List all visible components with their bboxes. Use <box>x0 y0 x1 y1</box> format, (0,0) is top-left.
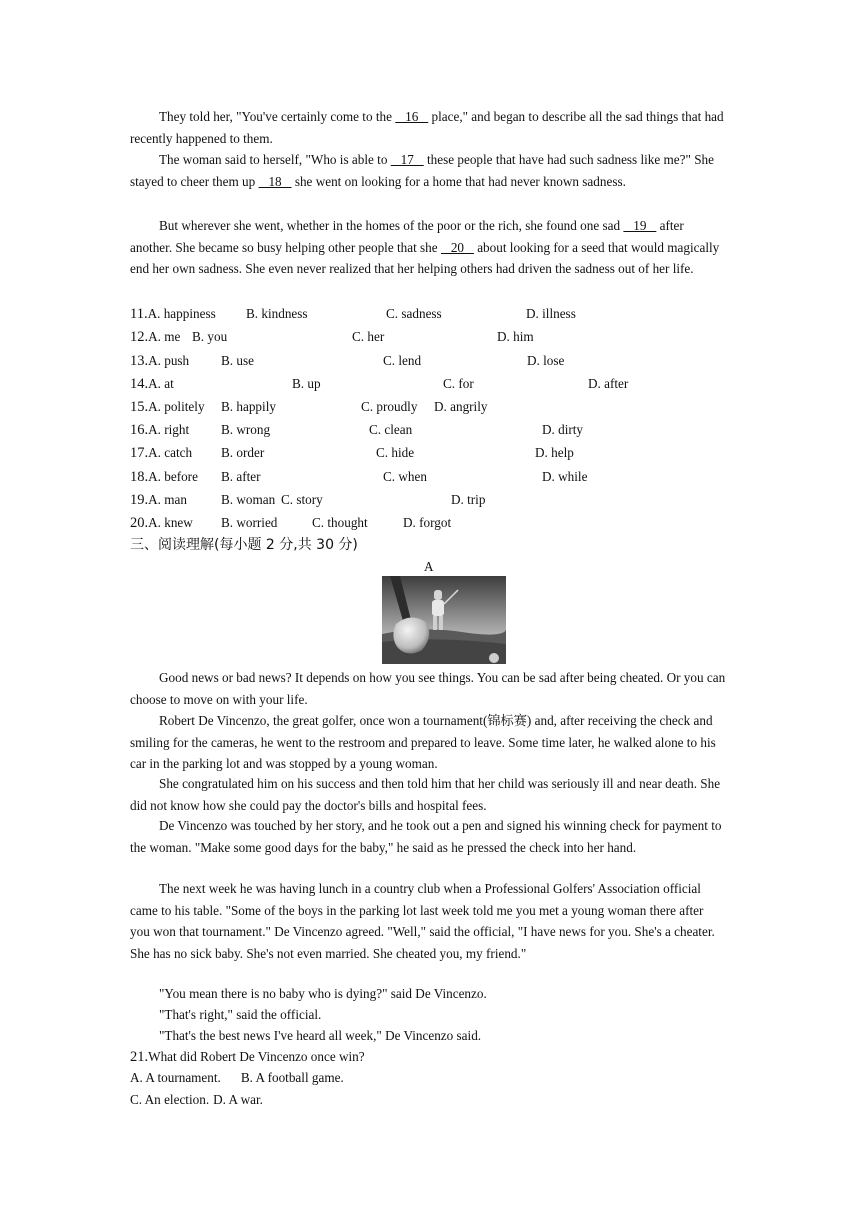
passage-paragraph-6 <box>130 983 726 1005</box>
question-12 <box>130 327 534 347</box>
option-b: B. A football game. <box>240 1070 344 1085</box>
passage-text: The next week he was having lunch in a country club when a Professional Golfers' Association official came to his table. "Some of the boys in the parking lot last week told me you met a young woman there after you won that tournament." De Vincenzo agreed. "Well," said the official, "I have news for you. She's a cheater. She has no sick baby. She's not even married. She cheated you, my friend." <box>130 881 715 961</box>
option-a: A. man <box>148 492 187 507</box>
option-b: B. use <box>221 353 254 368</box>
cloze-text: But wherever she went, whether in the homes of the poor or the rich, she found one sad <box>159 218 624 233</box>
passage-paragraph-8 <box>130 1025 726 1047</box>
option-c: C. for <box>443 376 474 391</box>
section-heading: 三、阅读理解(每小题 2 分,共 30 分) <box>130 537 358 553</box>
option-d: D. dirty <box>542 422 584 437</box>
option-d: D. help <box>535 445 574 460</box>
question-number: 16. <box>130 422 149 438</box>
question-21 <box>130 1047 365 1067</box>
question-number: 21. <box>130 1049 149 1065</box>
question-number: 19. <box>130 492 149 508</box>
option-c: C. An election. <box>130 1092 210 1107</box>
option-c: C. when <box>383 469 427 484</box>
question-14 <box>130 374 629 394</box>
passage-text: "That's the best news I've heard all week," De Vincenzo said. <box>159 1028 482 1043</box>
blank-16: 16 <box>395 109 429 124</box>
question-19 <box>130 490 486 510</box>
option-b: B. kindness <box>246 306 308 321</box>
question-number: 20. <box>130 515 149 531</box>
option-c: C. clean <box>369 422 413 437</box>
blank-19: 19 <box>623 218 657 233</box>
option-c: C. story <box>281 492 323 507</box>
cloze-text: she went on looking for a home that had never known sadness. <box>291 173 626 189</box>
passage-text: "You mean there is no baby who is dying?" said De Vincenzo. <box>159 986 487 1001</box>
passage-paragraph-7 <box>130 1004 726 1026</box>
question-21-options-row-2 <box>130 1090 263 1110</box>
question-21-options-row-1 <box>130 1068 344 1088</box>
option-d: D. illness <box>526 306 576 321</box>
question-18 <box>130 467 588 487</box>
question-number: 13. <box>130 353 149 369</box>
cloze-text: after another. She became so busy helping other people that she <box>130 218 684 255</box>
golfer-photo <box>382 576 506 664</box>
option-b: B. woman <box>221 492 276 507</box>
passage-paragraph-2 <box>130 710 726 775</box>
passage-paragraph-4 <box>130 815 726 858</box>
option-d: D. him <box>497 329 534 344</box>
blank-18: 18 <box>258 173 292 189</box>
option-a: A. knew <box>148 515 193 530</box>
option-d: D. trip <box>451 492 486 507</box>
question-20 <box>130 513 452 533</box>
passage-text: Robert De Vincenzo, the great golfer, once won a tournament(锦标赛) and, after receiving the check and smiling for the cameras, he went to the restroom and prepared to leave. Some time later, he walked alone to his car in the parking lot and was stopped by a young woman. <box>130 713 716 771</box>
option-d: D. angrily <box>434 399 488 414</box>
option-c: C. proudly <box>361 399 418 414</box>
blank-17: 17 <box>390 152 424 167</box>
option-a: A. right <box>148 422 190 437</box>
option-c: C. sadness <box>386 306 442 321</box>
option-b: B. happily <box>221 399 276 414</box>
option-d: D. while <box>542 469 588 484</box>
part-label: A <box>424 559 434 574</box>
option-d: D. forgot <box>403 515 452 530</box>
question-number: 17. <box>130 445 149 461</box>
question-number: 14. <box>130 376 149 392</box>
question-16 <box>130 420 584 440</box>
cloze-text: They told her, "You've certainly come to the <box>159 109 396 124</box>
option-a: A. catch <box>148 445 193 460</box>
option-a: A. at <box>148 376 174 391</box>
passage-paragraph-3 <box>130 773 726 816</box>
option-a: A. politely <box>148 399 205 414</box>
passage-text: De Vincenzo was touched by her story, and he took out a pen and signed his winning check for payment to the woman. "Make some good days for the baby," he said as he pressed the check into her hand. <box>130 818 722 855</box>
question-15 <box>130 397 488 417</box>
question-17 <box>130 443 574 463</box>
passage-text: She congratulated him on his success and then told him that her child was seriously ill and near death. She did not know how she could pay the doctor's bills and hospital fees. <box>130 776 721 813</box>
option-b: B. up <box>292 376 321 391</box>
passage-paragraph-5 <box>130 878 726 964</box>
option-b: B. order <box>221 445 265 460</box>
cloze-text: about looking for a seed that would magically end her own sadness. She even never realized that her helping others had driven the sadness out of her life. <box>130 239 720 276</box>
cloze-text: these people that have had such sadness like me?" She stayed to cheer them up <box>130 152 714 189</box>
option-c: C. thought <box>312 515 368 530</box>
blank-20: 20 <box>440 239 474 255</box>
cloze-text: place," and began to describe all the sad things that had recently happened to them. <box>130 109 724 146</box>
option-c: C. her <box>352 329 385 344</box>
option-a: A. before <box>148 469 198 484</box>
option-c: C. lend <box>383 353 422 368</box>
question-number: 11. <box>130 306 148 322</box>
cloze-paragraph-2 <box>130 149 726 192</box>
question-number: 18. <box>130 469 149 485</box>
option-d: D. lose <box>527 353 565 368</box>
option-d: D. A war. <box>213 1092 263 1107</box>
passage-paragraph-1 <box>130 667 726 710</box>
option-a: A. A tournament. <box>130 1070 221 1085</box>
option-a: A. push <box>148 353 190 368</box>
passage-text: "That's right," said the official. <box>159 1007 322 1022</box>
question-text: What did Robert De Vincenzo once win? <box>148 1049 365 1064</box>
cloze-paragraph-3 <box>130 215 726 280</box>
golfer-photo-illustration <box>382 576 506 664</box>
question-number: 15. <box>130 399 149 415</box>
option-b: B. after <box>221 469 261 484</box>
option-c: C. hide <box>376 445 415 460</box>
cloze-paragraph-1 <box>130 106 726 149</box>
option-b: B. worried <box>221 515 278 530</box>
passage-text: Good news or bad news? It depends on how you see things. You can be sad after being cheated. Or you can choose to move on with your life. <box>130 670 726 707</box>
option-a: A. me <box>148 329 181 344</box>
option-b: B. you <box>192 329 228 344</box>
question-13 <box>130 351 565 371</box>
cloze-text: The woman said to herself, "Who is able to <box>159 152 391 167</box>
option-a: A. happiness <box>147 306 216 321</box>
question-number: 12. <box>130 329 149 345</box>
option-d: D. after <box>588 376 629 391</box>
question-11 <box>130 304 576 324</box>
option-b: B. wrong <box>221 422 271 437</box>
